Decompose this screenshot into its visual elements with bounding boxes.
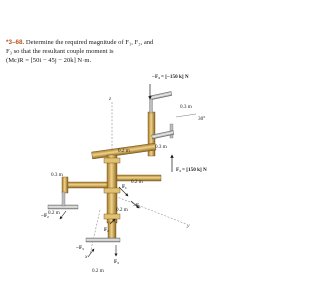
angle-line <box>176 114 196 117</box>
bottom-pipe <box>108 222 116 240</box>
upper-right-handle-stem <box>150 99 153 113</box>
upper-flange <box>104 158 120 163</box>
problem-text-line3: (Mc)R = [50i − 45j − 20k] N·m. <box>6 57 92 64</box>
f4-right-label: F₄ = [150 k] N <box>176 167 207 173</box>
left-handle-stem <box>62 192 65 206</box>
f2-label: F₂ <box>104 227 109 233</box>
dim-right-mid: 0.3 m <box>155 144 167 150</box>
bottom-handle <box>86 238 120 242</box>
f2-neg-arrow <box>60 211 66 219</box>
x-axis-line <box>90 210 100 254</box>
pipe-structure <box>48 91 174 242</box>
f3-label: F₃ <box>114 259 119 265</box>
y-axis-label: y <box>187 223 190 229</box>
dim-center-lower: 0.2 m <box>116 207 128 213</box>
problem-number: *3–68. <box>6 39 25 46</box>
f1-label: F₁ <box>122 184 127 190</box>
z-axis-label: z <box>109 96 112 102</box>
f4-top-label: −F₄ = [−150 k] N <box>152 74 189 80</box>
dim-center-top: 0.2 m <box>118 148 130 154</box>
dim-left-lower: 0.2 m <box>48 210 60 216</box>
dim-angle: 30° <box>198 116 206 122</box>
f3-neg-label: −F₃ <box>76 245 84 251</box>
dim-left: 0.3 m <box>51 172 63 178</box>
problem-text-line1: Determine the required magnitude of F₁, F₂, and <box>25 39 154 46</box>
force-arrows <box>41 74 207 265</box>
problem-text-line2: F₃ so that the resultant couple moment is <box>6 48 114 55</box>
f3-neg-arrow <box>88 249 94 257</box>
f2-neg-label: −F₂ <box>41 213 49 219</box>
left-elbow <box>62 177 68 193</box>
middle-flange <box>104 188 120 193</box>
f1-neg-label: −F₁ <box>133 203 141 209</box>
upper-right-handle <box>150 91 172 99</box>
dim-bottom: 0.2 m <box>92 268 104 274</box>
x-axis-label: x <box>85 254 88 260</box>
lower-flange <box>104 214 120 219</box>
dim-right-top: 0.3 m <box>180 104 192 110</box>
left-horizontal-pipe <box>65 182 107 188</box>
dim-center-mid: 0.2 m <box>131 179 143 185</box>
